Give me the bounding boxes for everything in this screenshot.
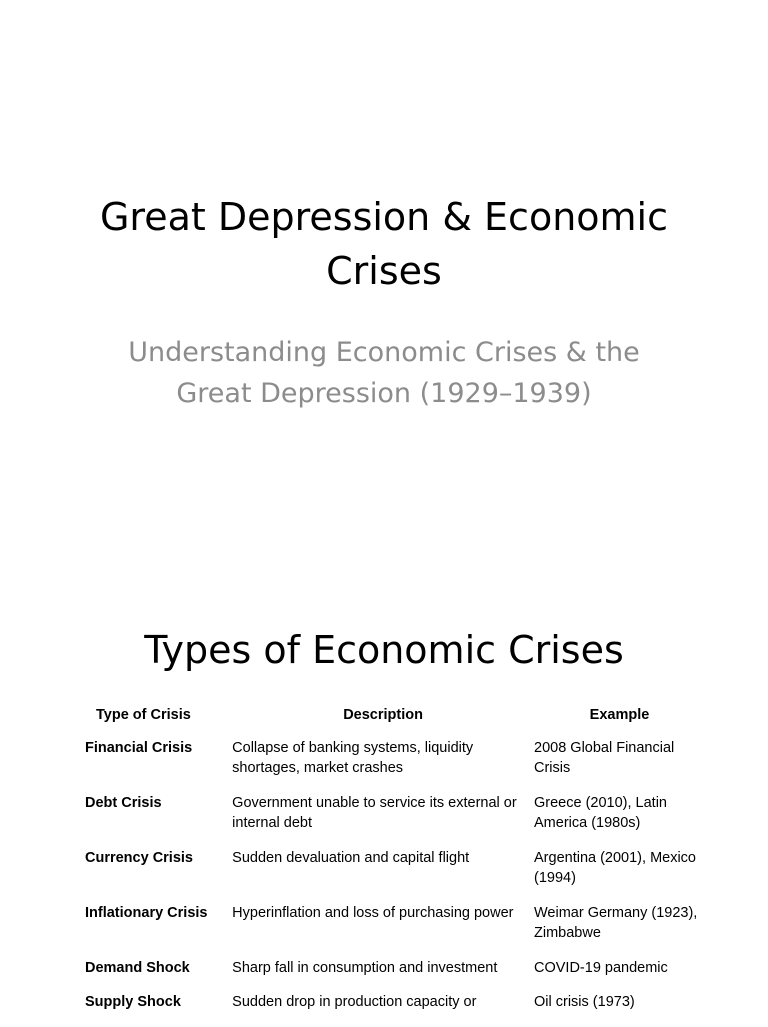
section-title: Types of Economic Crises [144,628,624,672]
header-description: Description [343,707,423,723]
crisis-description-cell: Hyperinflation and loss of purchasing power [232,904,514,921]
crisis-example-cell: 2008 Global Financial Crisis [534,739,675,776]
table-header-row [85,703,705,738]
table-row [85,958,705,993]
crisis-example-cell: Argentina (2001), Mexico (1994) [534,849,696,886]
table-row [85,848,705,903]
crisis-description-cell: Sudden drop in production capacity or [232,994,477,1010]
slide-subtitle-line-2: Great Depression (1929–1939) [176,378,592,409]
crisis-type-cell: Debt Crisis [85,794,162,811]
slide-title-line-1: Great Depression & Economic [99,195,669,239]
crisis-description-cell: Collapse of banking systems, liquidity shortages, market crashes [232,739,474,776]
crisis-type-cell: Financial Crisis [85,739,193,756]
slide-title-line-2: Crises [326,249,442,293]
crisis-example-cell: Oil crisis (1973) [534,994,635,1010]
table-row [85,903,705,958]
table-row [85,992,705,1027]
header-type-of-crisis: Type of Crisis [96,707,191,723]
slide-subtitle-line-1: Understanding Economic Crises & the [128,337,640,368]
crisis-example-cell: COVID-19 pandemic [534,959,668,976]
header-example: Example [589,707,650,723]
slide-subtitle [0,332,768,414]
crisis-type-cell: Inflationary Crisis [85,904,208,921]
table-row [85,793,705,848]
crisis-example-cell: Weimar Germany (1923), Zimbabwe [534,904,698,941]
slide-title [0,190,768,298]
crisis-example-cell: Greece (2010), Latin America (1980s) [534,794,667,831]
crisis-description-cell: Sharp fall in consumption and investment [232,959,498,976]
crisis-description-cell: Sudden devaluation and capital flight [232,849,470,866]
crisis-type-cell: Currency Crisis [85,849,193,866]
crisis-types-table [85,703,705,1027]
crisis-type-cell: Supply Shock [85,994,181,1010]
crisis-description-cell: Government unable to service its external or internal debt [232,794,517,831]
table-row [85,738,705,793]
crisis-type-cell: Demand Shock [85,959,190,976]
